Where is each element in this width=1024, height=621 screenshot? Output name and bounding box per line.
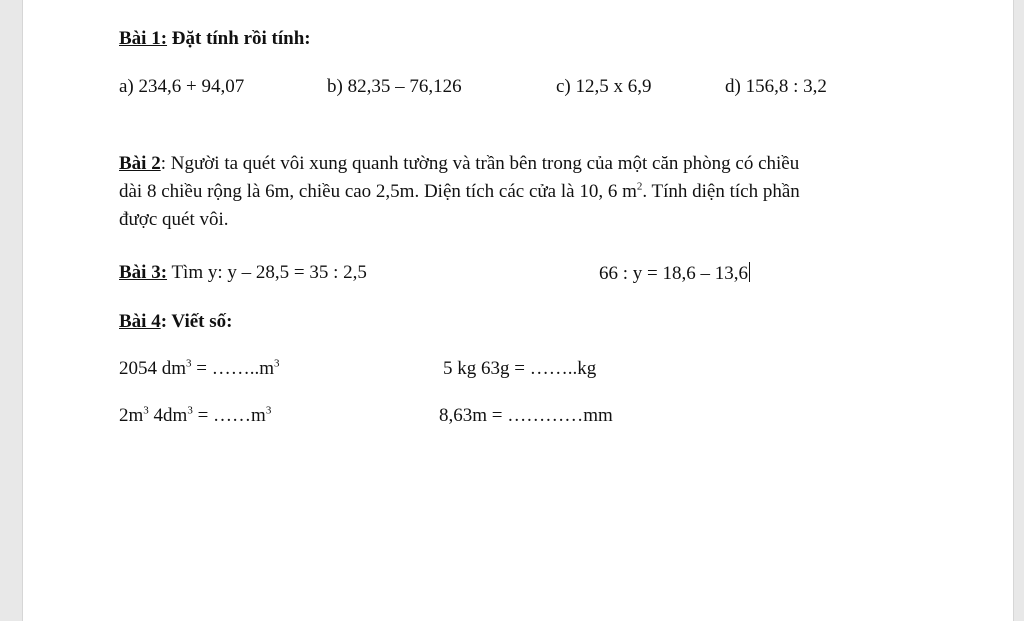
bai4-r2-a-sup3: 3 <box>265 404 272 417</box>
bai4-r1-a-mid: = ……..m <box>191 358 275 379</box>
bai2-line-3 <box>119 206 979 234</box>
bai4-heading <box>119 311 232 333</box>
bai1-label: Bài 1: <box>119 28 168 49</box>
bai3-eq2: 66 : y = 18,6 – 13,6 <box>599 263 748 284</box>
bai4-r2-b: 8,63m = …………mm <box>439 405 613 426</box>
bai2-line-2 <box>119 178 979 206</box>
bai3-label: Bài 3: <box>119 262 168 283</box>
bai4-label: Bài 4 <box>119 311 161 332</box>
bai4-r2-a <box>119 405 271 427</box>
bai4-r2-a-text: 2m <box>119 405 144 426</box>
bai4-r1-a-text: 2054 dm <box>119 358 187 379</box>
bai1-item-a: a) 234,6 + 94,07 <box>119 76 245 97</box>
bai4-r1-a <box>119 358 280 380</box>
bai3-line <box>119 262 919 284</box>
bai2-sup: 2 <box>636 180 643 193</box>
bai3-eq1: Tìm y: y – 28,5 = 35 : 2,5 <box>167 262 367 283</box>
bai2-text-1: : Người ta quét vôi xung quanh tường và trần bên trong của một căn phòng có chiều <box>160 153 800 174</box>
bai2-line-1 <box>119 150 979 178</box>
bai4-r1-a-sup: 3 <box>186 357 192 370</box>
text-cursor <box>749 262 750 282</box>
bai4-r1-a-sup2: 3 <box>274 357 280 370</box>
bai1-item-d: d) 156,8 : 3,2 <box>725 76 827 97</box>
bai1-item-b: b) 82,35 – 76,126 <box>327 76 462 97</box>
bai1-heading <box>119 28 311 50</box>
bai2-text-4: được quét vôi. <box>119 209 229 230</box>
bai4-r2-a-mid: 4dm <box>148 405 188 426</box>
bai2-label: Bài 2 <box>119 153 161 174</box>
bai3-eq2-wrap <box>599 262 750 285</box>
bai4-r2-a-sup: 3 <box>143 404 149 417</box>
document-page <box>22 0 1014 621</box>
document-content <box>23 0 1013 621</box>
bai4-r1-b: 5 kg 63g = ……..kg <box>443 358 597 379</box>
bai1-title: Đặt tính rồi tính: <box>167 28 311 49</box>
bai4-r2-a-sup2: 3 <box>187 404 193 417</box>
bai4-r2-a-end: = ……m <box>192 405 266 426</box>
bai2-text-3: . Tính diện tích phần <box>642 181 800 202</box>
bai2-text-2: dài 8 chiều rộng là 6m, chiều cao 2,5m. Diện tích các cửa là 10, 6 m <box>119 181 637 202</box>
bai4-title: : Viết số: <box>160 311 233 332</box>
bai2-paragraph <box>119 150 979 234</box>
bai1-item-c: c) 12,5 x 6,9 <box>556 76 652 97</box>
